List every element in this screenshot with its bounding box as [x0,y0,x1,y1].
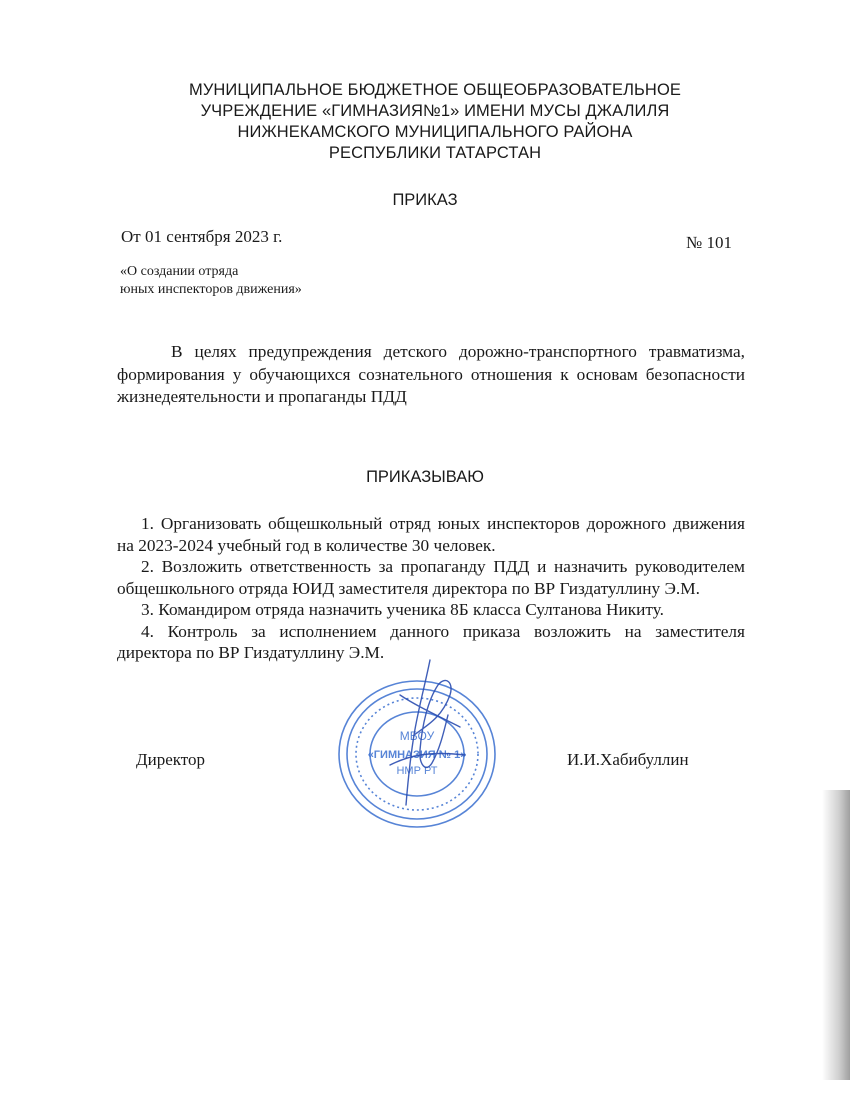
order-subject [120,263,302,299]
subject-line-2: юных инспекторов движения» [120,282,302,297]
subject-line-1: «О создании отряда [120,264,239,279]
preamble-paragraph: В целях предупреждения детского дорожно-транспортного травматизма, формирования у обучающихся сознательного отношения к основам безопасности жизнедеятельности и пропаганды ПДД [117,342,745,406]
order-item: 4. Контроль за исполнением данного приказа возложить на заместителя директора по ВР Гиздатуллину Э.М. [117,621,745,662]
stamp-text-line-1: МБОУ [399,729,435,743]
director-name: И.И.Хабибуллин [567,750,689,769]
order-item: 2. Возложить ответственность за пропаганду ПДД и назначить руководителем общешкольного отряда ЮИД заместителя директора по ВР Гиздатуллину Э.М. [117,557,745,598]
director-position: Директор [136,750,205,769]
order-item: 3. Командиром отряда назначить ученика 8Б класса Султанова Никиту. [141,600,664,619]
order-items-list [117,513,745,664]
header-line-1: МУНИЦИПАЛЬНОЕ БЮДЖЕТНОЕ ОБЩЕОБРАЗОВАТЕЛЬНОЕ [188,81,681,99]
stamp-text-line-3: НМР РТ [396,765,438,777]
scan-shadow-edge [822,790,850,1080]
organization-header [120,80,750,164]
order-item: 1. Организовать общешкольный отряд юных инспекторов дорожного движения на 2023-2024 учебный год в количестве 30 человек. [117,514,745,555]
header-line-3: НИЖНЕКАМСКОГО МУНИЦИПАЛЬНОГО РАЙОНА [237,123,633,141]
header-line-2: УЧРЕЖДЕНИЕ «ГИМНАЗИЯ№1» ИМЕНИ МУСЫ ДЖАЛИЛЯ [200,102,670,120]
order-heading: ПРИКАЗЫВАЮ [366,468,484,486]
order-date: От 01 сентября 2023 г. [121,227,283,246]
stamp-text-line-2: «ГИМНАЗИЯ № 1» [367,749,467,761]
order-number: № 101 [686,233,732,252]
document-title: ПРИКАЗ [392,191,458,209]
director-signature [367,655,480,815]
header-line-4: РЕСПУБЛИКИ ТАТАРСТАН [328,144,542,162]
